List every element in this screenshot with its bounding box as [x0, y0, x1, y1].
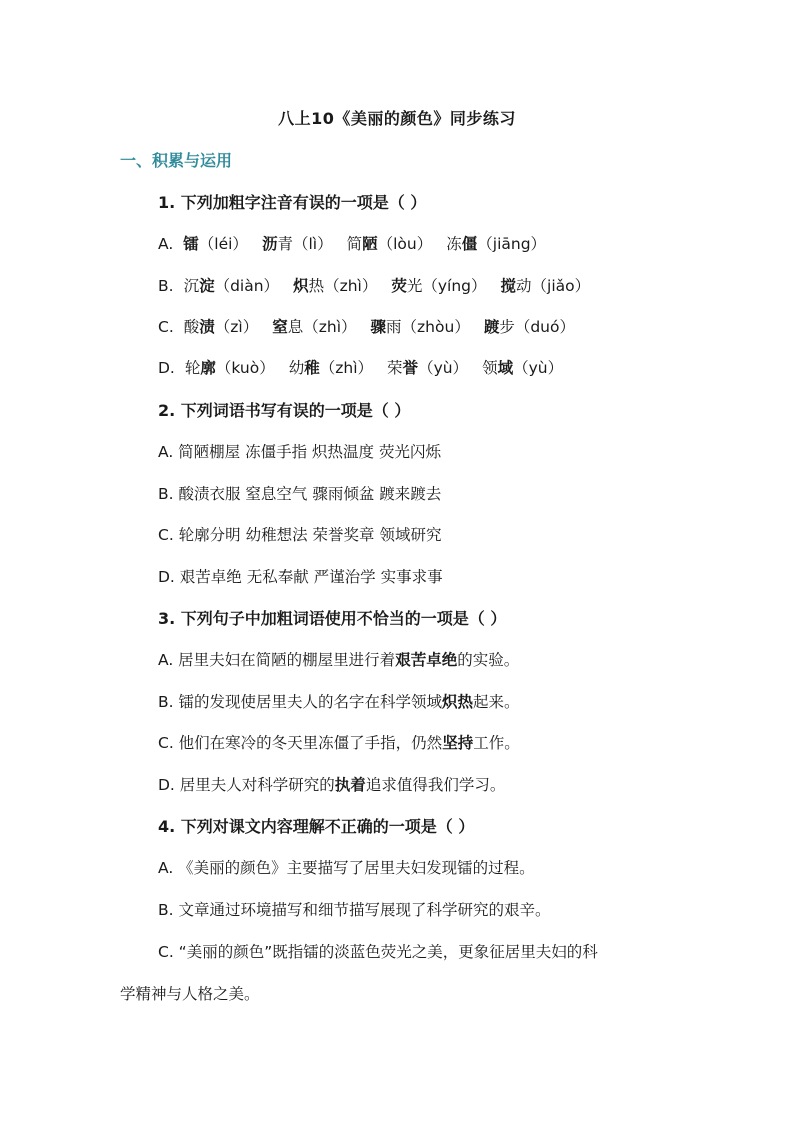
word-item [293, 277, 377, 295]
pinyin-text: 动（jiǎo） [516, 277, 591, 295]
word-item [185, 359, 275, 377]
pinyin-text: （zì） [214, 318, 259, 336]
plain-char: 简 [346, 235, 363, 253]
plain-char: 幼 [288, 359, 305, 377]
plain-char: 轮 [184, 359, 201, 377]
word-item [501, 277, 591, 295]
bold-phrase: 炽热 [442, 693, 474, 711]
word-item [289, 359, 373, 377]
option-text: B. 镭的发现使居里夫人的名字在科学领域 [158, 693, 442, 711]
question-4-option-c: C. “美丽的颜色”既指镭的淡蓝色荧光之美，更象征居里夫妇的科 [158, 943, 598, 961]
bold-char: 沥 [261, 235, 278, 253]
question-1-option-a [158, 232, 560, 254]
bold-phrase: 执着 [334, 776, 366, 794]
question-1-option-d [158, 356, 577, 378]
question-2-option-b: B. 酸渍衣服 窒息空气 骤雨倾盆 踱来踱去 [158, 485, 442, 503]
word-item [371, 318, 470, 336]
bold-char: 窒 [272, 318, 288, 336]
bold-phrase: 坚持 [442, 734, 474, 752]
question-1-option-c [158, 315, 589, 337]
plain-char: 冻 [446, 235, 462, 253]
option-text: 起来。 [473, 693, 520, 711]
pinyin-text: 息（zhì） [287, 318, 357, 336]
question-1-option-b [158, 274, 604, 296]
question-3-option-a [158, 648, 519, 670]
option-letter: C. [158, 318, 174, 336]
plain-char: 荣 [387, 359, 403, 377]
pinyin-text: （yù） [418, 359, 469, 377]
pinyin-text: 热（zhì） [308, 277, 378, 295]
question-4-stem: 4. 下列对课文内容理解不正确的一项是（ ） [158, 817, 475, 836]
bold-char: 荧 [391, 277, 407, 295]
pinyin-text: 步（duó） [499, 318, 575, 336]
bold-phrase: 艰苦卓绝 [395, 651, 458, 669]
question-2-option-a: A. 简陋棚屋 冻僵手指 炽热温度 荧光闪烁 [158, 443, 441, 461]
word-item [183, 235, 248, 253]
bold-char: 搅 [500, 277, 517, 295]
question-4-option-c-continued: 学精神与人格之美。 [120, 985, 260, 1003]
question-3-option-b [158, 690, 520, 712]
bold-char: 镭 [183, 235, 199, 253]
word-item [387, 359, 468, 377]
option-letter: D. [158, 359, 175, 377]
question-1-stem: 1. 下列加粗字注音有误的一项是（ ） [158, 193, 427, 212]
option-text: C. 他们在寒冷的冬天里冻僵了手指，仍然 [158, 734, 443, 752]
option-text: A. 居里夫妇在简陋的棚屋里进行着 [158, 651, 396, 669]
option-letter: A. [158, 235, 174, 253]
question-3-option-c [158, 731, 520, 753]
pinyin-text: （kuò） [215, 359, 275, 377]
word-item [184, 318, 258, 336]
pinyin-text: 雨（zhòu） [386, 318, 470, 336]
pinyin-text: （léi） [198, 235, 248, 253]
pinyin-text: （lòu） [377, 235, 433, 253]
pinyin-text: 青（lì） [277, 235, 333, 253]
bold-char: 陋 [362, 235, 378, 253]
word-item [347, 235, 433, 253]
pinyin-text: （diàn） [214, 277, 280, 295]
pinyin-text: （zhì） [319, 359, 374, 377]
bold-char: 炽 [293, 277, 309, 295]
question-2-stem: 2. 下列词语书写有误的一项是（ ） [158, 401, 411, 420]
word-item [391, 277, 486, 295]
pinyin-text: 光（yíng） [406, 277, 487, 295]
pinyin-text: （jiāng） [477, 235, 547, 253]
bold-char: 骤 [370, 318, 387, 336]
bold-char: 淀 [199, 277, 215, 295]
word-item [446, 235, 546, 253]
question-3-option-d [158, 773, 505, 795]
word-item [482, 359, 563, 377]
question-2-option-d: D. 艰苦卓绝 无私奉献 严谨治学 实事求事 [158, 568, 443, 586]
pinyin-text: （yù） [513, 359, 564, 377]
plain-char: 领 [482, 359, 498, 377]
bold-char: 踱 [483, 318, 500, 336]
word-item [484, 318, 575, 336]
page-title: 八上10《美丽的颜色》同步练习 [278, 109, 516, 128]
option-text: 追求值得我们学习。 [365, 776, 506, 794]
word-item [262, 235, 333, 253]
bold-char: 渍 [199, 318, 215, 336]
bold-char: 稚 [304, 359, 320, 377]
section-heading: 一、积累与运用 [120, 151, 233, 170]
question-4-option-a: A. 《美丽的颜色》主要描写了居里夫妇发现镭的过程。 [158, 859, 535, 877]
option-text: 的实验。 [457, 651, 520, 669]
word-item [184, 277, 280, 295]
plain-char: 沉 [183, 277, 200, 295]
bold-char: 僵 [461, 235, 478, 253]
option-text: D. 居里夫人对科学研究的 [158, 776, 335, 794]
word-item [272, 318, 356, 336]
plain-char: 酸 [183, 318, 200, 336]
bold-char: 誉 [402, 359, 419, 377]
bold-char: 廓 [200, 359, 216, 377]
option-text: 工作。 [473, 734, 520, 752]
question-3-stem: 3. 下列句子中加粗词语使用不恰当的一项是（ ） [158, 609, 507, 628]
question-4-option-b: B. 文章通过环境描写和细节描写展现了科学研究的艰辛。 [158, 901, 551, 919]
question-2-option-c: C. 轮廓分明 幼稚想法 荣誉奖章 领域研究 [158, 526, 442, 544]
option-letter: B. [158, 277, 174, 295]
bold-char: 域 [497, 359, 514, 377]
